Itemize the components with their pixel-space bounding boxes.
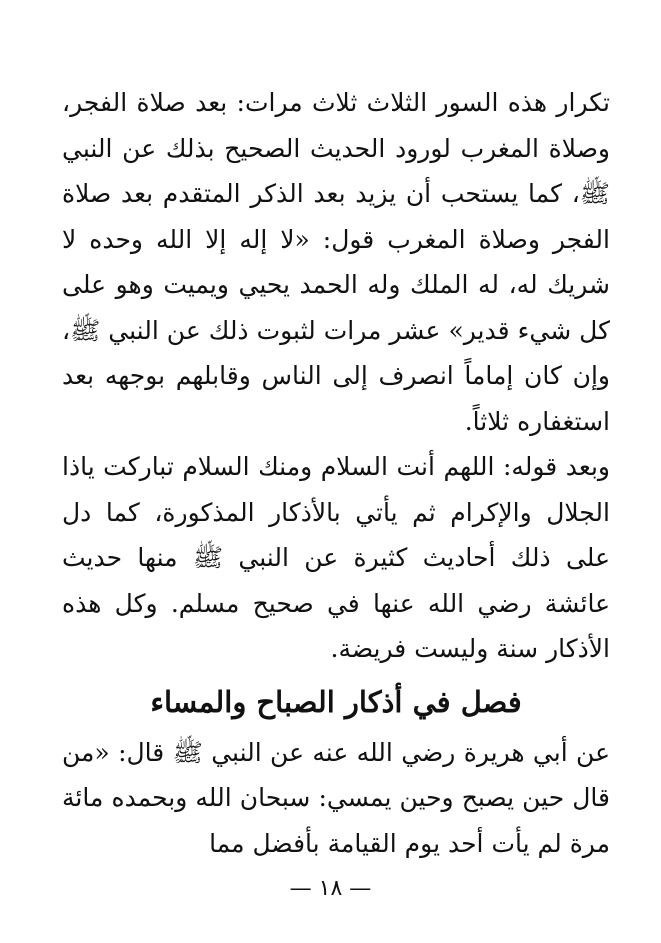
section-heading: فصل في أذكار الصباح والمساء [150, 684, 522, 719]
page-body [62, 80, 610, 866]
paragraph-3: عن أبي هريرة رضي الله عنه عن النبي ﷺ قال: «من قال حين يصبح وحين يمسي: سبحان الله وبحمده مائة مرة لم يأت أحد يوم القيامة بأفضل مما [62, 737, 610, 858]
paragraph-2: وبعد قوله: اللهم أنت السلام ومنك السلام تباركت ياذا الجلال والإكرام ثم يأتي بالأذكار المذكورة، كما دل على ذلك أحاديث كثيرة عن النبي ﷺ منها حديث عائشة رضي الله عنها في صحيح مسلم. وكل هذه الأذكار سنة وليست فريضة. [62, 452, 610, 663]
page-number: — ١٨ — [289, 876, 372, 901]
paragraph-1: تكرار هذه السور الثلاث ثلاث مرات: بعد صلاة الفجر، وصلاة المغرب لورود الحديث الصحيح بذلك عن النبي ﷺ، كما يستحب أن يزيد بعد الذكر المتقدم بعد صلاة الفجر وصلاة المغرب قول: «لا إله إلا الله وحده لا شريك له، له الملك وله الحمد يحيي ويميت وهو على كل شيء قدير» عشر مرات لثبوت ذلك عن النبي ﷺ، وإن كان إماماً انصرف إلى الناس وقابلهم بوجهه بعد استغفاره ثلاثاً. [62, 88, 610, 436]
